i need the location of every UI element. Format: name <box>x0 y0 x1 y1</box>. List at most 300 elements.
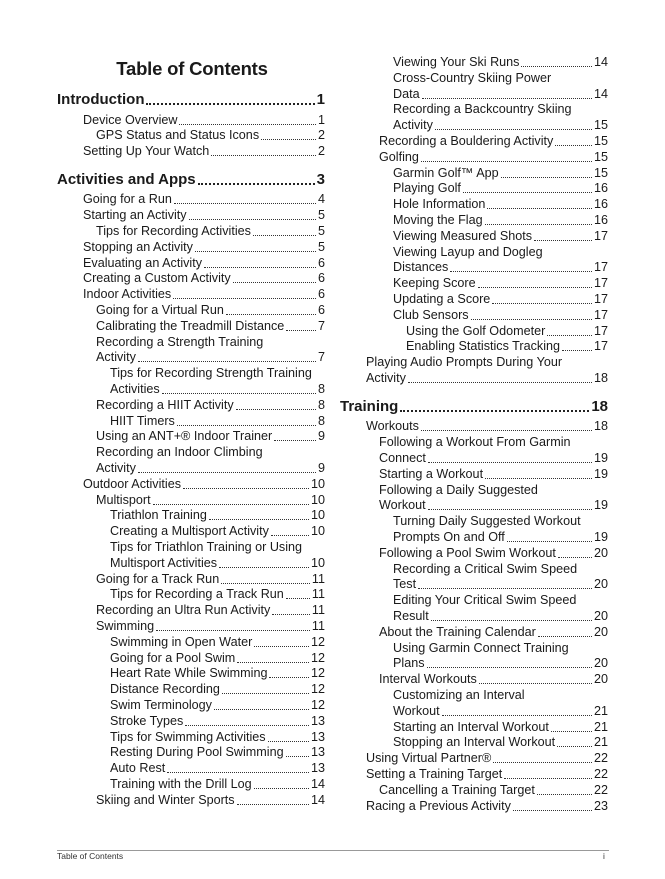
toc-entry[interactable] <box>96 492 325 508</box>
toc-page-number: 6 <box>317 255 325 270</box>
footer-page-number: i <box>603 851 605 861</box>
toc-page-number: 22 <box>593 782 608 797</box>
dot-leader <box>513 810 592 811</box>
toc-page-number: 16 <box>593 197 608 212</box>
toc-entry-title: Stroke Types <box>110 713 184 728</box>
toc-entry[interactable] <box>83 255 325 271</box>
toc-section-entry[interactable] <box>57 170 325 189</box>
toc-entry[interactable] <box>110 413 325 429</box>
toc-page-number: 1 <box>316 91 325 108</box>
dot-leader <box>551 731 592 732</box>
toc-entry-title: Activities and Apps <box>57 170 196 188</box>
toc-page-number: 22 <box>593 751 608 766</box>
toc-entry-title: Setting Up Your Watch <box>83 144 210 159</box>
toc-entry-title: Auto Rest <box>110 761 166 776</box>
toc-page-number: 10 <box>310 524 325 539</box>
dot-leader <box>428 509 592 510</box>
toc-entry-title: Stopping an Activity <box>83 239 193 254</box>
dot-leader <box>478 287 592 288</box>
toc-entry[interactable] <box>393 228 608 244</box>
dot-leader <box>286 756 309 757</box>
toc-entry-title: Tips for Recording Activities <box>96 224 251 238</box>
toc-page-number: 13 <box>310 745 325 760</box>
toc-entry[interactable] <box>393 703 608 719</box>
toc-entry-title[interactable]: Following a Workout From Garmin <box>379 435 571 450</box>
toc-entry-title: Viewing Your Ski Runs <box>393 55 520 69</box>
toc-page-number: 19 <box>593 529 608 544</box>
toc-entry[interactable] <box>96 349 325 365</box>
toc-entry-title: Tips for Recording a Track Run <box>110 587 284 602</box>
dot-leader <box>286 598 310 599</box>
toc-entry-title: HIIT Timers <box>110 413 175 428</box>
toc-entry[interactable] <box>393 734 608 750</box>
toc-entry[interactable] <box>83 286 325 302</box>
toc-page-number: 12 <box>310 698 325 712</box>
dot-leader <box>450 271 592 272</box>
toc-entry[interactable] <box>96 460 325 476</box>
toc-entry[interactable] <box>366 418 608 434</box>
toc-page-number: 17 <box>593 260 608 275</box>
dot-leader <box>507 541 592 542</box>
toc-section-entry[interactable] <box>57 90 325 109</box>
toc-entry-title: Golfing <box>379 149 419 164</box>
dot-leader <box>237 804 309 805</box>
toc-entry-title[interactable]: Playing Audio Prompts During Your <box>366 355 563 370</box>
toc-entry[interactable] <box>110 555 325 571</box>
dot-leader <box>274 440 316 441</box>
dot-leader <box>558 557 592 558</box>
toc-entry[interactable] <box>110 697 325 713</box>
dot-leader <box>138 472 316 473</box>
toc-entry[interactable] <box>96 428 325 444</box>
toc-page-number: 9 <box>317 429 325 444</box>
dot-leader <box>189 219 316 220</box>
toc-page-number: 1 <box>317 112 325 127</box>
dot-leader <box>479 683 592 684</box>
toc-entry-title: Skiing and Winter Sports <box>96 792 235 807</box>
toc-entry[interactable] <box>96 302 325 318</box>
toc-entry[interactable] <box>393 655 608 671</box>
toc-entry-title: Distances <box>393 260 449 275</box>
toc-page-number: 20 <box>593 545 608 560</box>
toc-page-number: 5 <box>317 239 325 254</box>
toc-page-number: 21 <box>593 703 608 718</box>
dot-leader <box>537 794 592 795</box>
toc-entry-title: Starting an Activity <box>83 208 187 223</box>
toc-entry[interactable] <box>379 545 608 561</box>
toc-page-number: 7 <box>317 350 325 365</box>
toc-entry-title: Triathlon Training <box>110 508 207 523</box>
toc-entry-title[interactable]: Tips for Triathlon Training or Using <box>110 540 303 554</box>
toc-entry[interactable] <box>83 112 325 128</box>
dot-leader <box>162 393 316 394</box>
toc-entry-title: Racing a Previous Activity <box>366 798 511 813</box>
toc-entry[interactable] <box>96 602 325 618</box>
toc-entry-title: Playing Golf <box>393 181 461 196</box>
dot-leader <box>236 409 316 410</box>
toc-entry[interactable] <box>83 191 325 207</box>
toc-page-number: 14 <box>310 792 325 807</box>
footer-divider <box>57 850 609 851</box>
toc-page-number: 3 <box>316 170 325 188</box>
toc-entry-title: Calibrating the Treadmill Distance <box>96 318 285 333</box>
dot-leader <box>435 129 592 130</box>
dot-leader <box>177 425 316 426</box>
toc-entry-title: Device Overview <box>83 112 178 127</box>
toc-entry-title: Moving the Flag <box>393 213 483 227</box>
toc-entry-title: Introduction <box>57 91 145 108</box>
dot-leader <box>557 746 592 747</box>
toc-entry[interactable] <box>110 381 325 397</box>
dot-leader <box>547 335 592 336</box>
dot-leader <box>534 240 592 241</box>
toc-page-number: 14 <box>593 55 608 69</box>
toc-page-number: 12 <box>310 666 325 681</box>
toc-page-number: 18 <box>593 419 608 434</box>
dot-leader <box>471 319 592 320</box>
toc-entry-title: Training with the Drill Log <box>110 777 252 791</box>
toc-page-number: 15 <box>593 165 608 180</box>
toc-entry[interactable] <box>379 466 608 482</box>
toc-entry[interactable] <box>406 338 608 354</box>
toc-page-number: 22 <box>593 766 608 781</box>
toc-entry[interactable] <box>96 571 325 587</box>
toc-page-number: 19 <box>593 450 608 465</box>
toc-entry-title: Creating a Custom Activity <box>83 271 231 286</box>
toc-entry-title: Resting During Pool Swimming <box>110 745 284 760</box>
toc-entry[interactable] <box>110 634 325 650</box>
toc-entry[interactable] <box>366 798 608 814</box>
dot-leader <box>422 98 592 99</box>
toc-page-number: 6 <box>317 271 325 286</box>
toc-section-entry[interactable] <box>340 397 608 416</box>
dot-leader <box>492 303 592 304</box>
toc-entry[interactable] <box>393 196 608 212</box>
toc-page-number: 17 <box>593 276 608 291</box>
dot-leader <box>269 677 309 678</box>
toc-entry-title[interactable]: Recording a Strength Training <box>96 334 264 349</box>
toc-entry-title[interactable]: Editing Your Critical Swim Speed <box>393 593 577 608</box>
toc-entry[interactable] <box>83 270 325 286</box>
dot-leader <box>173 298 316 299</box>
dot-leader <box>179 124 316 125</box>
toc-entry-title: Interval Workouts <box>379 672 477 687</box>
toc-entry-title: Multisport Activities <box>110 555 218 570</box>
toc-entry-title: Stopping an Interval Workout <box>393 735 556 750</box>
toc-page-number: 20 <box>593 577 608 592</box>
toc-entry[interactable] <box>379 671 608 687</box>
toc-entry-title: Test <box>393 577 417 592</box>
toc-entry-title[interactable]: Viewing Layup and Dogleg <box>393 244 543 259</box>
toc-page-number: 5 <box>317 224 325 238</box>
toc-entry-title: Distance Recording <box>110 682 220 697</box>
toc-entry[interactable] <box>110 713 325 729</box>
toc-page-number: 8 <box>317 397 325 412</box>
toc-entry[interactable] <box>393 259 608 275</box>
toc-entry-title: Result <box>393 608 429 623</box>
dot-leader <box>487 208 592 209</box>
toc-entry-title: GPS Status and Status Icons <box>96 128 260 143</box>
toc-entry[interactable] <box>110 729 325 745</box>
toc-entry-title: Going for a Run <box>83 192 172 207</box>
toc-entry-title: Using an ANT+® Indoor Trainer <box>96 429 273 444</box>
toc-entry-title[interactable]: Recording a Backcountry Skiing <box>393 102 572 117</box>
toc-page-number: 12 <box>310 634 325 649</box>
toc-entry[interactable] <box>110 760 325 776</box>
toc-page-number: 8 <box>317 413 325 428</box>
toc-page-number: 13 <box>310 713 325 728</box>
toc-entry-title: Starting a Workout <box>379 466 484 481</box>
toc-entry-title: Viewing Measured Shots <box>393 228 533 243</box>
toc-entry-title: Workouts <box>366 419 419 434</box>
toc-page-number: 16 <box>593 181 608 196</box>
toc-entry[interactable] <box>96 223 325 239</box>
toc-entry[interactable] <box>366 766 608 782</box>
toc-entry-title: Plans <box>393 656 425 671</box>
toc-entry-title: Activity <box>393 118 433 133</box>
toc-entry[interactable] <box>110 681 325 697</box>
toc-entry-title: Connect <box>379 450 426 465</box>
toc-entry[interactable] <box>393 212 608 228</box>
toc-entry[interactable] <box>393 608 608 624</box>
toc-page-number: 10 <box>310 555 325 570</box>
toc-page-number: 15 <box>593 134 608 148</box>
toc-entry-title: Garmin Golf™ App <box>393 165 499 180</box>
toc-entry-title: Outdoor Activities <box>83 476 181 491</box>
toc-entry[interactable] <box>379 782 608 798</box>
dot-leader <box>254 646 309 647</box>
toc-entry-title: Activity <box>96 461 136 475</box>
toc-page-number: 10 <box>310 476 325 491</box>
dot-leader <box>174 203 316 204</box>
dot-leader <box>146 103 314 105</box>
footer-section-label: Table of Contents <box>57 851 124 861</box>
toc-entry[interactable] <box>96 397 325 413</box>
toc-entry[interactable] <box>393 291 608 307</box>
toc-entry-title: Data <box>393 86 420 101</box>
dot-leader <box>521 66 592 67</box>
toc-entry-title: Activity <box>366 371 406 385</box>
toc-entry-title: Going for a Track Run <box>96 571 220 586</box>
toc-entry[interactable] <box>110 650 325 666</box>
toc-entry-title: Swimming <box>96 619 155 633</box>
dot-leader <box>209 519 309 520</box>
toc-entry-title: Hole Information <box>393 197 486 212</box>
toc-entry[interactable] <box>110 665 325 681</box>
toc-page-number: 12 <box>310 682 325 697</box>
dot-leader <box>286 330 316 331</box>
dot-leader <box>421 430 592 431</box>
dot-leader <box>214 709 309 710</box>
dot-leader <box>195 251 316 252</box>
toc-entry-title: Swimming in Open Water <box>110 634 253 649</box>
toc-entry-title: Creating a Multisport Activity <box>110 524 269 539</box>
dot-leader <box>421 161 592 162</box>
dot-leader <box>138 361 316 362</box>
toc-entry-title: Workout <box>393 703 440 718</box>
dot-leader <box>198 183 315 185</box>
dot-leader <box>211 155 316 156</box>
toc-entry-title[interactable]: Following a Daily Suggested <box>379 482 538 497</box>
dot-leader <box>204 267 316 268</box>
toc-entry[interactable] <box>379 149 608 165</box>
dot-leader <box>226 314 316 315</box>
toc-page-number: 5 <box>317 208 325 223</box>
dot-leader <box>493 762 592 763</box>
dot-leader <box>504 778 592 779</box>
toc-page-number: 9 <box>317 461 325 475</box>
toc-page-number: 13 <box>310 729 325 744</box>
toc-entry[interactable] <box>110 776 325 792</box>
page-title: Table of Contents <box>116 58 268 79</box>
dot-leader <box>221 583 310 584</box>
toc-entry[interactable] <box>83 239 325 255</box>
toc-entry-title[interactable]: Tips for Recording Strength Training <box>110 366 312 381</box>
toc-entry[interactable] <box>83 476 325 492</box>
toc-entry[interactable] <box>96 792 325 808</box>
toc-entry-title[interactable]: Customizing an Interval <box>393 687 525 702</box>
dot-leader <box>222 693 309 694</box>
toc-page-number: 16 <box>593 213 608 227</box>
toc-entry[interactable] <box>110 507 325 523</box>
toc-entry-title: Going for a Pool Swim <box>110 650 236 665</box>
toc-entry[interactable] <box>379 450 608 466</box>
toc-page-number: 21 <box>593 719 608 734</box>
toc-entry-title: Workout <box>379 498 426 513</box>
toc-entry-title: About the Training Calendar <box>379 624 536 639</box>
toc-entry-title: Recording a HIIT Activity <box>96 397 234 412</box>
dot-leader <box>562 350 592 351</box>
toc-page-number: 20 <box>593 624 608 639</box>
toc-entry[interactable] <box>379 133 608 149</box>
toc-page-number: 23 <box>593 798 608 813</box>
toc-entry[interactable] <box>83 207 325 223</box>
toc-entry[interactable] <box>393 180 608 196</box>
toc-entry-title: Heart Rate While Swimming <box>110 666 268 681</box>
toc-page-number: 20 <box>593 672 608 687</box>
toc-entry-title: Tips for Swimming Activities <box>110 729 266 744</box>
toc-entry[interactable] <box>96 127 325 143</box>
dot-leader <box>418 588 592 589</box>
toc-page-number: 8 <box>317 382 325 396</box>
toc-page-number: 7 <box>317 318 325 333</box>
toc-entry[interactable] <box>393 165 608 181</box>
toc-entry[interactable] <box>393 529 608 545</box>
toc-entry[interactable] <box>96 618 325 634</box>
toc-page-number: 17 <box>593 228 608 243</box>
toc-entry-title[interactable]: Recording an Indoor Climbing <box>96 445 263 460</box>
dot-leader <box>555 145 592 146</box>
toc-page-number: 12 <box>310 650 325 665</box>
dot-leader <box>463 192 592 193</box>
toc-entry[interactable] <box>110 586 325 602</box>
toc-entry[interactable] <box>83 143 325 159</box>
toc-page-number: 4 <box>317 192 325 207</box>
toc-page-number: 2 <box>317 144 325 159</box>
dot-leader <box>153 504 309 505</box>
toc-page-number: 17 <box>593 339 608 354</box>
toc-page-number: 17 <box>593 292 608 306</box>
dot-leader <box>253 235 316 236</box>
toc-entry-title[interactable]: Recording a Critical Swim Speed <box>393 561 578 576</box>
dot-leader <box>271 535 309 536</box>
dot-leader <box>254 788 309 789</box>
dot-leader <box>261 139 316 140</box>
toc-entry[interactable] <box>379 624 608 640</box>
toc-entry-title: Updating a Score <box>393 292 491 306</box>
toc-page-number: 11 <box>311 603 325 618</box>
toc-entry-title: Activity <box>96 350 136 365</box>
toc-entry[interactable] <box>110 744 325 760</box>
dot-leader <box>219 567 309 568</box>
toc-entry[interactable] <box>379 497 608 513</box>
toc-page-number: 20 <box>593 608 608 623</box>
toc-page-number: 18 <box>593 371 608 385</box>
toc-entry-title[interactable]: Cross-Country Skiing Power <box>393 70 552 85</box>
toc-entry-title[interactable]: Using Garmin Connect Training <box>393 640 569 655</box>
toc-entry[interactable] <box>110 523 325 539</box>
toc-entry-title: Going for a Virtual Run <box>96 303 224 317</box>
dot-leader <box>428 462 592 463</box>
toc-entry-title: Prompts On and Off <box>393 529 505 544</box>
toc-entry[interactable] <box>393 576 608 592</box>
toc-page-number: 19 <box>593 466 608 481</box>
dot-leader <box>156 630 310 631</box>
toc-entry[interactable] <box>406 323 608 339</box>
toc-page-number: 19 <box>593 498 608 513</box>
toc-entry[interactable] <box>393 275 608 291</box>
toc-entry[interactable] <box>393 117 608 133</box>
toc-entry-title: Setting a Training Target <box>366 766 503 781</box>
toc-entry-title: Enabling Statistics Tracking <box>406 339 560 354</box>
toc-entry-title: Multisport <box>96 492 151 507</box>
dot-leader <box>185 725 309 726</box>
toc-entry[interactable] <box>96 318 325 334</box>
dot-leader <box>442 715 592 716</box>
toc-entry-title[interactable]: Turning Daily Suggested Workout <box>393 514 581 529</box>
toc-page-number: 13 <box>310 761 325 776</box>
dot-leader <box>538 636 592 637</box>
toc-entry[interactable] <box>366 750 608 766</box>
toc-entry[interactable] <box>393 86 608 102</box>
toc-entry-title: Activities <box>110 382 160 396</box>
toc-entry-title: Recording a Bouldering Activity <box>379 134 554 148</box>
toc-entry[interactable] <box>393 719 608 735</box>
toc-entry-title: Swim Terminology <box>110 698 212 712</box>
dot-leader <box>408 382 592 383</box>
dot-leader <box>431 620 592 621</box>
dot-leader <box>485 224 592 225</box>
dot-leader <box>237 662 309 663</box>
toc-page-number: 10 <box>310 492 325 507</box>
toc-entry-title: Recording an Ultra Run Activity <box>96 603 271 618</box>
toc-entry-title: Club Sensors <box>393 307 469 322</box>
toc-entry-title: Cancelling a Training Target <box>379 782 535 797</box>
toc-entry[interactable] <box>393 307 608 323</box>
toc-page-number: 15 <box>593 149 608 164</box>
toc-page-number: 17 <box>593 307 608 322</box>
toc-page-number: 11 <box>311 571 325 586</box>
toc-entry[interactable] <box>366 370 608 386</box>
toc-entry[interactable] <box>393 54 608 70</box>
toc-entry-title: Keeping Score <box>393 276 476 291</box>
dot-leader <box>501 177 592 178</box>
toc-page-number: 15 <box>593 118 608 133</box>
toc-page-number: 17 <box>593 323 608 338</box>
toc-page-number: 14 <box>310 777 325 791</box>
dot-leader <box>268 741 309 742</box>
toc-entry-title: Using Virtual Partner® <box>366 751 492 766</box>
